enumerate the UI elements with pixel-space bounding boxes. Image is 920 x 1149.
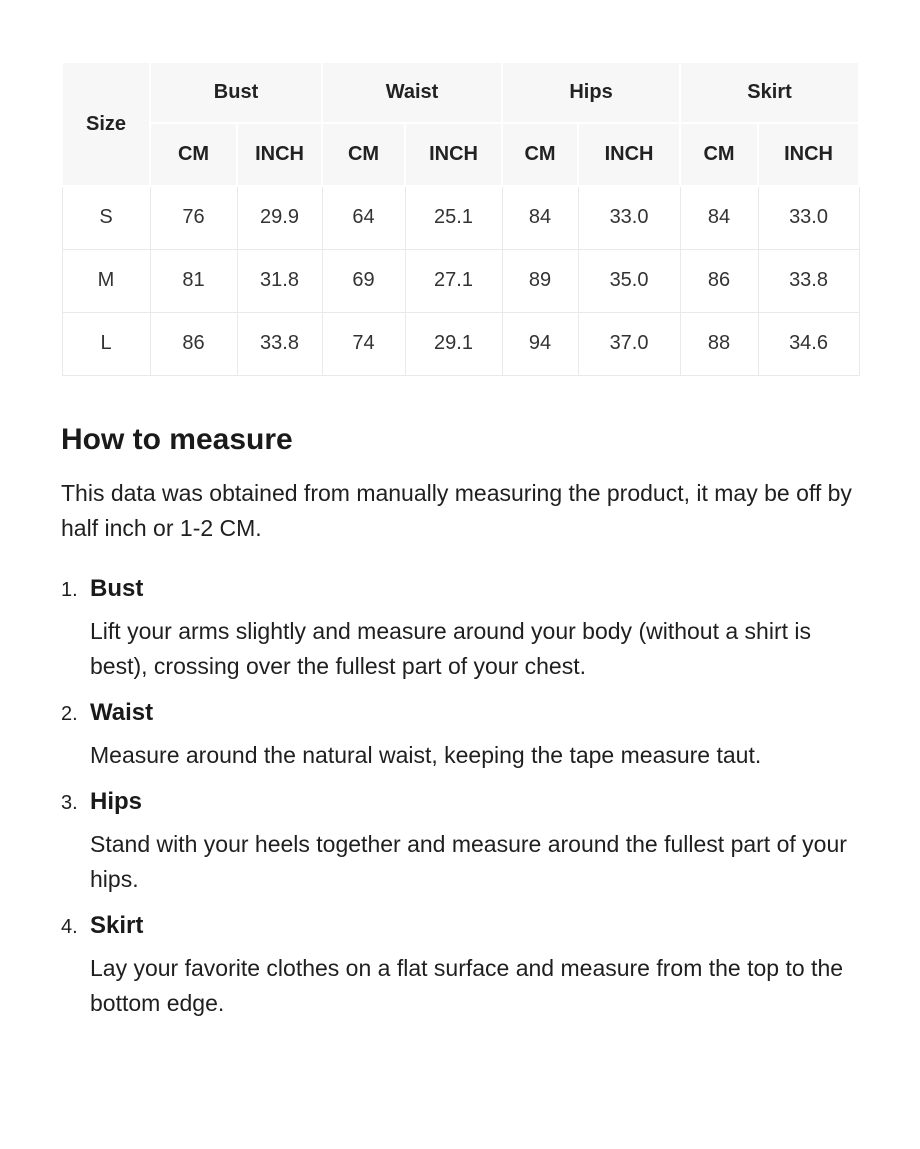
- step-description: Lift your arms slightly and measure around your body (without a shirt is best), crossing over the fullest part of your chest.: [90, 617, 811, 679]
- col-group-skirt: Skirt: [680, 62, 859, 123]
- step-number: 1.: [61, 578, 78, 601]
- step-description: Lay your favorite clothes on a flat surface and measure from the top to the bottom edge.: [90, 954, 844, 1016]
- col-group-bust: Bust: [150, 62, 322, 123]
- col-header-waist-inch: INCH: [405, 123, 502, 186]
- size-cell: S: [62, 186, 150, 249]
- size-cell: M: [62, 249, 150, 312]
- col-header-skirt-inch: INCH: [758, 123, 859, 186]
- step-number: 2.: [61, 702, 78, 725]
- step-number: 3.: [61, 791, 78, 814]
- measure-cell-hips-cm: 94: [502, 312, 578, 375]
- measure-cell-skirt-cm: 88: [680, 312, 758, 375]
- step-heading: [61, 787, 858, 817]
- measure-cell-bust-inch: 31.8: [237, 249, 322, 312]
- col-header-waist-cm: CM: [322, 123, 405, 186]
- size-cell: L: [62, 312, 150, 375]
- measure-cell-bust-cm: 81: [150, 249, 237, 312]
- header-unit-row: [62, 123, 859, 186]
- list-item-hips: [61, 787, 858, 897]
- step-description: Stand with your heels together and measure around the fullest part of your hips.: [90, 830, 847, 892]
- size-chart-table: [61, 61, 860, 376]
- measure-cell-skirt-inch: 33.0: [758, 186, 859, 249]
- col-group-waist: Waist: [322, 62, 502, 123]
- measure-cell-waist-cm: 64: [322, 186, 405, 249]
- measure-cell-skirt-cm: 84: [680, 186, 758, 249]
- list-item-waist: [61, 698, 858, 773]
- measure-cell-bust-cm: 86: [150, 312, 237, 375]
- measure-cell-waist-cm: 69: [322, 249, 405, 312]
- measure-cell-skirt-inch: 33.8: [758, 249, 859, 312]
- col-header-hips-cm: CM: [502, 123, 578, 186]
- list-item-skirt: [61, 911, 858, 1021]
- size-chart-body: [62, 186, 859, 375]
- list-item-bust: [61, 574, 858, 684]
- step-heading: [61, 698, 858, 728]
- measure-steps-list: [61, 574, 858, 1021]
- measure-cell-hips-inch: 37.0: [578, 312, 680, 375]
- col-group-hips: Hips: [502, 62, 680, 123]
- measure-cell-bust-inch: 29.9: [237, 186, 322, 249]
- step-number: 4.: [61, 915, 78, 938]
- table-row-size-l: [62, 312, 859, 375]
- table-row-size-s: [62, 186, 859, 249]
- measure-intro-text: This data was obtained from manually measuring the product, it may be off by half inch or 1-2 CM.: [61, 479, 852, 541]
- measure-cell-hips-inch: 35.0: [578, 249, 680, 312]
- measure-cell-hips-cm: 84: [502, 186, 578, 249]
- measure-cell-waist-inch: 29.1: [405, 312, 502, 375]
- how-to-measure-heading: How to measure: [61, 422, 293, 456]
- col-header-skirt-cm: CM: [680, 123, 758, 186]
- measure-cell-hips-inch: 33.0: [578, 186, 680, 249]
- size-chart-header: [62, 62, 859, 186]
- col-header-size: Size: [62, 62, 150, 186]
- measure-cell-bust-inch: 33.8: [237, 312, 322, 375]
- step-description: Measure around the natural waist, keeping the tape measure taut.: [90, 741, 762, 768]
- step-term: Bust: [90, 574, 144, 602]
- step-heading: [61, 574, 858, 604]
- measure-cell-bust-cm: 76: [150, 186, 237, 249]
- col-header-hips-inch: INCH: [578, 123, 680, 186]
- step-term: Hips: [90, 787, 143, 815]
- measure-cell-waist-cm: 74: [322, 312, 405, 375]
- measure-cell-skirt-cm: 86: [680, 249, 758, 312]
- col-header-bust-inch: INCH: [237, 123, 322, 186]
- measure-cell-hips-cm: 89: [502, 249, 578, 312]
- step-heading: [61, 911, 858, 941]
- col-header-bust-cm: CM: [150, 123, 237, 186]
- measure-cell-waist-inch: 27.1: [405, 249, 502, 312]
- measure-cell-skirt-inch: 34.6: [758, 312, 859, 375]
- measure-cell-waist-inch: 25.1: [405, 186, 502, 249]
- step-term: Waist: [90, 698, 154, 726]
- step-term: Skirt: [90, 911, 144, 939]
- header-group-row: [62, 62, 859, 123]
- table-row-size-m: [62, 249, 859, 312]
